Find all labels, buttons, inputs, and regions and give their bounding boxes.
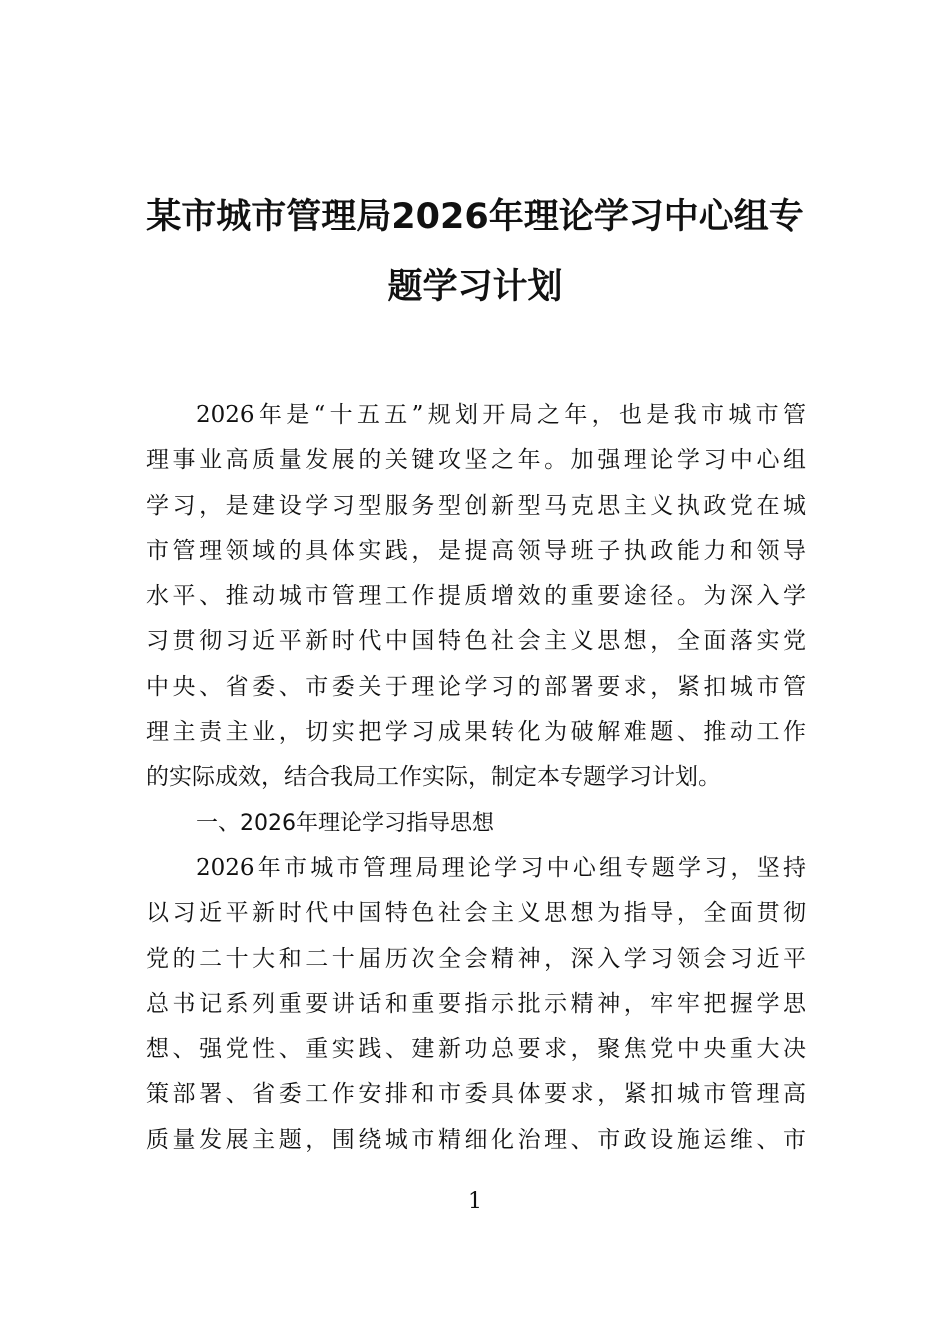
paragraph-1-line: 学习，是建设学习型服务型创新型马克思主义执政党在城 — [146, 492, 806, 519]
paragraph-2-line: 总书记系列重要讲话和重要指示批示精神，牢牢把握学思 — [146, 990, 806, 1017]
paragraph-1-line: 市管理领域的具体实践，是提高领导班子执政能力和领导 — [146, 537, 806, 564]
paragraph-2-line: 党的二十大和二十届历次全会精神，深入学习领会习近平 — [146, 945, 806, 972]
paragraph-1-line: 水平、推动城市管理工作提质增效的重要途径。为深入学 — [146, 583, 806, 610]
paragraph-1-line: 的实际成效，结合我局工作实际，制定本专题学习计划。 — [146, 764, 721, 791]
document-body — [146, 393, 806, 1163]
paragraph-2-line: 质量发展主题，围绕城市精细化治理、市政设施运维、市 — [146, 1126, 806, 1153]
paragraph-2-line: 以习近平新时代中国特色社会主义思想为指导，全面贯彻 — [146, 900, 806, 927]
document-title-line-1: 某市城市管理局2026年理论学习中心组专 — [146, 197, 804, 237]
section-1-heading: 一、2026年理论学习指导思想 — [196, 810, 494, 836]
document-title-line-2: 题学习计划 — [387, 267, 563, 307]
paragraph-2-line: 策部署、省委工作安排和市委具体要求，紧扣城市管理高 — [146, 1081, 806, 1108]
paragraph-1-line: 习贯彻习近平新时代中国特色社会主义思想，全面落实党 — [146, 628, 806, 655]
paragraph-1-line: 中央、省委、市委关于理论学习的部署要求，紧扣城市管 — [146, 673, 806, 700]
paragraph-1-line: 理主责主业，切实把学习成果转化为破解难题、推动工作 — [146, 719, 806, 746]
paragraph-1-line: 理事业高质量发展的关键攻坚之年。加强理论学习中心组 — [146, 447, 806, 474]
paragraph-2-line: 2026年市城市管理局理论学习中心组专题学习，坚持 — [196, 854, 806, 881]
paragraph-2-line: 想、强党性、重实践、建新功总要求，聚焦党中央重大决 — [146, 1036, 806, 1063]
page-number: 1 — [468, 1189, 482, 1214]
paragraph-1-line: 2026年是“十五五”规划开局之年，也是我市城市管 — [196, 402, 806, 428]
